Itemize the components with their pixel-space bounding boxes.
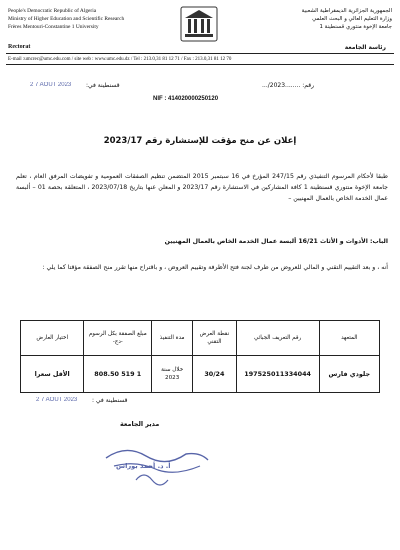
rectorat-label-ar: رئاسة الجامعة: [344, 44, 386, 51]
chapter-line: الباب: الأدوات و الأثاث 16/21 ألبسة عمال الخدمة الخاص بالعمال المهنيين: [164, 238, 388, 245]
header-ar-line-3: جامعة الإخوة منتوري قسنطينة 1: [319, 24, 392, 30]
cell-tax-id: 197525011334044: [236, 356, 319, 393]
award-table: [20, 320, 380, 393]
cell-duration: خلال سنة 2023: [152, 356, 193, 393]
university-seal-icon: [180, 6, 218, 42]
cell-technical-score: 30/24: [193, 356, 237, 393]
header-ar-line-1: الجمهورية الجزائرية الديمقراطية الشعبية: [301, 8, 392, 14]
reference-number: رقم: ........2023/...: [262, 82, 314, 89]
footer-city-date: قسنطينة في :: [92, 397, 128, 404]
header-rule-bottom: [6, 64, 394, 65]
header-amount: مبلغ الصفقة بكل الرسوم -دج-: [84, 321, 152, 356]
header-duration: مدة التنفيذ: [152, 321, 193, 356]
cell-amount: 1 519 808.50: [84, 356, 152, 393]
body-paragraph-1: طبقا لأحكام المرسوم التنفيذي رقم 247/15 المؤرخ في 16 سبتمبر 2015 المتضمن تنظيم الصفقات العمومية و تفويضات المرفق العام ، تعلم جامعة الإخوة منتوري قسنطينة 1 كافة المشاركين في الاستشارة رقم 2023/17 و المعلن عنها بتاريخ 2023/07/18 ، المتعلقة بحصة 01 – ألبسة عمال الخدمة الخاص بالعمال المهنيين –: [16, 173, 388, 202]
header-fr-line-2: Ministry of Higher Education and Scientific Research: [8, 16, 125, 22]
header-rule-top: [6, 53, 394, 54]
rectorat-label-fr: Rectorat: [8, 44, 31, 50]
cell-selection: الأقل سعرا: [21, 356, 84, 393]
table-header-row: [21, 321, 380, 356]
header-selection: اختيار العارض: [21, 321, 84, 356]
header-fr-line-1: People's Democratic Republic of Algeria: [8, 8, 97, 14]
body-paragraph-2: أنه ، و بعد التقييم التقني و المالي للعروض من طرف لجنة فتح الأظرفة وتقييم العروض ، و باقتراح منها تقرر منح الصفقة مؤقتا كما يلي :: [42, 264, 388, 271]
contact-line: E-mail :umcrec@umc.edu.com / site web : www.umc.edu.dz / Tel : 213.0,31 81 12 71 / Fax : 213.0,31 81 12 70: [8, 57, 232, 62]
signature-name: أ. د. أحمد بوراس: [116, 462, 171, 470]
date-stamp-top: 2 7 AOUT 2023: [30, 82, 72, 88]
header-technical-score: نقطة العرض التقني: [193, 321, 237, 356]
table-row: [21, 356, 380, 393]
header-fr-line-3: Frères Mentouri-Constantine 1 University: [8, 24, 99, 30]
header-bidder: المتعهد: [319, 321, 379, 356]
reference-city-date: قسنطينة في:: [86, 82, 120, 89]
date-stamp-bottom: 2 7 AOUT 2023: [36, 397, 78, 403]
announcement-title: إعلان عن منح مؤقت للإستشارة رقم 2023/17: [103, 136, 297, 146]
header-ar-line-2: وزارة التعليم العالي و البحث العلمي: [312, 16, 392, 22]
cell-bidder: جلودي فارس: [319, 356, 379, 393]
signatory-title: مدير الجامعة: [120, 420, 160, 428]
signature-stamp-icon: [96, 440, 216, 500]
header-tax-id: رقم التعريف الجبائي: [236, 321, 319, 356]
nif-number: NIF : 414020000250120: [153, 96, 219, 102]
